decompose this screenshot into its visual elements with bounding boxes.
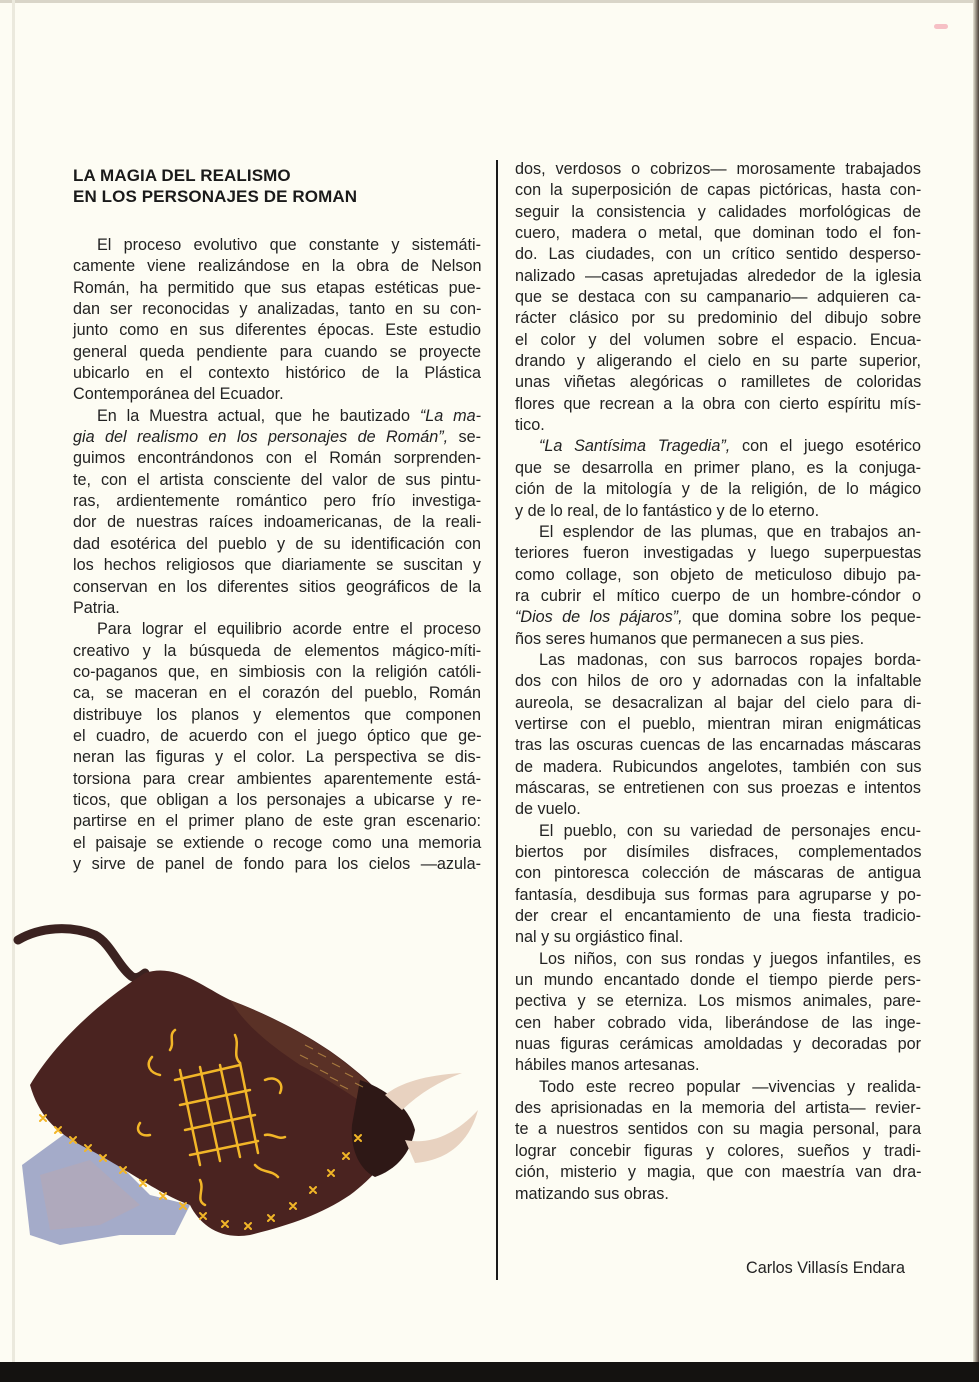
body-text: ca, se maceran en el corazón del pueblo, Román <box>73 684 481 703</box>
body-text: seguir la consistencia y calidades morfológicas de <box>515 202 922 221</box>
text-line <box>73 555 481 576</box>
body-text: se- <box>448 428 481 447</box>
text-line <box>515 458 921 479</box>
text-line <box>515 330 921 351</box>
body-text: junto como en sus diferentes épocas. Este estudio <box>73 321 481 340</box>
text-line <box>515 693 921 714</box>
body-text: de vuelo. <box>515 800 581 819</box>
text-line <box>73 705 481 726</box>
text-line <box>515 1013 921 1034</box>
text-line <box>515 287 921 308</box>
body-text: drando y aligerando el cielo en su parte superior, <box>515 352 922 371</box>
text-line <box>515 394 921 415</box>
body-text: Contemporánea del Ecuador. <box>73 385 284 404</box>
body-text: neran las figuras y el color. La perspectiva se dis- <box>73 748 481 767</box>
body-text: nalizado —casas apretujadas alrededor de la iglesia <box>515 266 922 285</box>
body-text: los hechos religiosos que diariamente se suscitan y <box>73 556 481 575</box>
body-text: guimos encontrándonos con el Román sorprenden- <box>73 449 481 468</box>
text-line <box>515 244 921 265</box>
text-line <box>515 906 921 927</box>
text-line <box>73 683 481 704</box>
text-line <box>73 662 481 683</box>
text-line <box>73 342 481 363</box>
body-text: que se desarrolla en primer plano, es la conjuga- <box>515 458 921 477</box>
body-text: teriores fueron investigadas y luego superpuestas <box>515 544 922 563</box>
body-text: cuero, madera o metal, que dominan todo el fon- <box>515 224 922 243</box>
text-line <box>73 534 481 555</box>
text-line <box>515 671 921 692</box>
text-line <box>73 811 481 832</box>
text-line <box>73 769 481 790</box>
body-text: te a nuestros sentidos con su magia personal, para <box>515 1120 922 1139</box>
body-text: conservan en los diferentes sitios geográficos de la <box>73 577 482 596</box>
text-line <box>515 629 921 650</box>
text-line <box>515 821 921 842</box>
author-signature: Carlos Villasís Endara <box>746 1259 905 1277</box>
body-text: biertos por disímiles disfraces, complementados <box>515 843 922 861</box>
body-text: hábiles manos artesanas. <box>515 1056 700 1075</box>
body-text: un mundo encantado donde el tiempo pierde pers- <box>515 971 921 990</box>
text-line <box>515 565 921 586</box>
text-line <box>515 479 921 500</box>
text-line <box>515 1055 921 1076</box>
text-line <box>515 159 921 180</box>
body-text: ras, ardientemente romántico pero frío investiga- <box>73 492 482 511</box>
body-text: Las madonas, con sus barrocos ropajes borda- <box>539 650 921 669</box>
text-line <box>73 470 481 491</box>
body-text: Los niños, con sus rondas y juegos infantiles, es <box>539 949 921 968</box>
body-text: como collage, son objeto de meticuloso dibujo pa- <box>515 565 922 584</box>
body-text: lograr concebir figuras y colores, sueños y tradi- <box>515 1141 921 1160</box>
text-line <box>73 833 481 854</box>
text-line <box>73 619 481 640</box>
body-text: Patria. <box>73 598 120 617</box>
text-line <box>73 577 481 598</box>
text-line <box>73 641 481 662</box>
text-line <box>515 266 921 287</box>
text-line <box>73 512 481 533</box>
text-line <box>73 256 481 277</box>
right-column <box>515 159 921 1205</box>
text-line <box>73 747 481 768</box>
text-line <box>515 501 921 522</box>
body-text: co-paganos que, en simbiosis con la religión católi- <box>73 662 482 681</box>
text-line <box>515 1098 921 1119</box>
body-text: con la superposición de capas pictóricas, hasta con- <box>515 181 922 200</box>
bull-horn-upper <box>385 1073 462 1110</box>
text-line <box>515 202 921 223</box>
body-text: dad esotérica del pueblo y de su identificación con <box>73 534 481 553</box>
text-line <box>515 543 921 564</box>
body-text: der crear el encantamiento de una fiesta tradicio- <box>515 907 921 926</box>
body-text: Todo este recreo popular —vivencias y realida- <box>539 1077 921 1096</box>
body-text: de madera. Rubicundos angelotes, también con sus <box>515 757 922 776</box>
left-column <box>73 235 481 875</box>
body-text: nal y su orgiástico final. <box>515 928 684 947</box>
body-text: dos con hilos de oro y adornadas con la infaltable <box>515 672 922 691</box>
text-line <box>73 790 481 811</box>
text-line <box>515 991 921 1012</box>
article-title <box>73 165 357 207</box>
text-line <box>73 278 481 299</box>
body-text: ción de la mitología y de la religión, de lo mágico <box>515 480 922 499</box>
text-line <box>515 436 921 457</box>
text-line <box>73 598 481 619</box>
text-line <box>515 757 921 778</box>
italic-title-text: gia del realismo en los personajes de Román”, <box>73 428 449 447</box>
text-line <box>515 863 921 884</box>
column-divider <box>496 160 498 1280</box>
body-text: Román, ha permitido que sus etapas estéticas pue- <box>73 278 481 297</box>
text-line <box>73 854 481 875</box>
text-line <box>73 320 481 341</box>
text-line <box>515 372 921 393</box>
body-text: aureola, se desacralizan al bajar del cielo para di- <box>515 693 922 712</box>
text-line <box>515 607 921 628</box>
bull-illustration <box>0 905 490 1250</box>
text-line <box>515 650 921 671</box>
body-text: En la Muestra actual, que he bautizado <box>97 406 420 425</box>
body-text: El esplendor de las plumas, que en trabajos an- <box>539 522 921 541</box>
body-text: do. Las ciudades, con un crítico sentido desperso- <box>515 245 921 264</box>
text-line <box>515 586 921 607</box>
body-text: cen haber cobrado vida, liberándose de las inge- <box>515 1013 922 1032</box>
text-line <box>515 1141 921 1162</box>
text-line <box>515 1119 921 1140</box>
body-text: unas viñetas alegóricas o ramilletes de coloridas <box>515 373 922 392</box>
text-line <box>73 384 481 405</box>
body-text: general queda pendiente para cuando se proyecte <box>73 342 481 361</box>
text-line <box>515 1034 921 1055</box>
body-text: dan ser reconocidas y analizadas, tanto en su con- <box>73 300 482 319</box>
text-line <box>515 308 921 329</box>
text-line <box>515 522 921 543</box>
text-line <box>515 778 921 799</box>
text-line <box>515 799 921 820</box>
text-line <box>73 427 481 448</box>
body-text: pectiva y se eterniza. Los mismos animales, pare- <box>515 992 921 1011</box>
body-text: creativo y la búsqueda de elementos mágico-míti- <box>73 641 482 660</box>
body-text: ticos, que obligan a los personajes a ubicarse y re- <box>73 790 482 809</box>
body-text: ños seres humanos que permanecen a sus pies. <box>515 629 865 648</box>
body-text: matizando sus obras. <box>515 1184 669 1203</box>
text-line <box>515 970 921 991</box>
text-line <box>73 363 481 384</box>
body-text: máscaras, se entretienen con sus proezas e intentos <box>515 778 921 797</box>
text-line <box>73 299 481 320</box>
body-text: fantasía, desdibuja sus formas para agruparse y po- <box>515 885 922 904</box>
body-text: el paisaje se extiende o recoge como una memoria <box>73 833 482 852</box>
body-text: des aprisionadas en la memoria del artista— revier- <box>515 1099 921 1118</box>
body-text: distribuye los planos y elementos que componen <box>73 705 482 724</box>
text-line <box>515 223 921 244</box>
body-text: torsiona para crear ambientes aparentemente está- <box>73 769 481 788</box>
page-right-edge <box>973 0 979 1362</box>
body-text: dos, verdosos o cobrizos— morosamente trabajados <box>515 160 921 178</box>
text-line <box>515 885 921 906</box>
italic-title-text: “La Santísima Tragedia”, <box>539 437 731 456</box>
body-text: te, con el artista consciente del valor de sus pintu- <box>73 470 482 489</box>
body-text: con pintoresca colección de máscaras de antigua <box>515 864 921 883</box>
bull-horn-lower <box>405 1110 478 1163</box>
body-text: el color y del volumen sobre el espacio. Encua- <box>515 330 922 349</box>
body-text: que se destaca con su campanario— adquieren ca- <box>515 288 921 307</box>
text-line <box>73 235 481 256</box>
bull-tail <box>18 929 145 978</box>
text-line <box>73 491 481 512</box>
title-line-1: LA MAGIA DEL REALISMO <box>73 166 291 185</box>
body-text: ra cubrir el mítico cuerpo de un hombre-cóndor o <box>515 586 921 605</box>
body-text: flores que recrean a la obra con cierto espíritu mís- <box>515 394 922 413</box>
text-line <box>515 927 921 948</box>
paper-stain <box>934 24 948 29</box>
body-text: ción, misterio y magia, que con maestría van dra- <box>515 1163 922 1182</box>
title-line-2: EN LOS PERSONAJES DE ROMAN <box>73 187 358 206</box>
scan-top-edge <box>0 0 979 3</box>
body-text: vertirse con el pueblo, mientran miran enigmáticas <box>515 714 921 733</box>
body-text: que domina sobre los peque- <box>682 608 922 627</box>
body-text: tico. <box>515 416 545 435</box>
text-line <box>515 1077 921 1098</box>
scan-bottom-edge <box>0 1362 979 1382</box>
text-line <box>515 949 921 970</box>
body-text: camente viene realizándose en la obra de Nelson <box>73 257 482 276</box>
body-text: rácter clásico por su predominio del dibujo sobre <box>515 309 922 328</box>
body-text: Para lograr el equilibrio acorde entre el proceso <box>97 620 481 639</box>
italic-title-text: “Dios de los pájaros”, <box>515 608 683 627</box>
body-text: ubicarlo en el contexto histórico de la Plástica <box>73 364 481 383</box>
text-line <box>515 180 921 201</box>
body-text: con el juego esotérico <box>730 437 921 456</box>
text-line <box>515 842 921 863</box>
body-text: nuas figuras cerámicas amoldadas y decoradas por <box>515 1035 921 1054</box>
body-text: partirse en el primer plano de este gran escenario: <box>73 812 481 831</box>
text-line <box>515 714 921 735</box>
text-line <box>515 1162 921 1183</box>
text-line <box>515 1184 921 1205</box>
text-line <box>73 448 481 469</box>
text-line <box>515 351 921 372</box>
body-text: y sirve de panel de fondo para los cielos —azula- <box>73 854 481 873</box>
text-line <box>515 415 921 436</box>
italic-title-text: “La ma- <box>419 406 481 425</box>
body-text: El pueblo, con su variedad de personajes encu- <box>539 821 921 840</box>
text-line <box>73 406 481 427</box>
body-text: dor de nuestras raíces indoamericanas, de la reali- <box>73 513 482 532</box>
body-text: el cuadro, de acuerdo con el juego óptico que ge- <box>73 726 482 745</box>
text-line <box>73 726 481 747</box>
body-text: El proceso evolutivo que constante y sistemáti- <box>97 236 481 254</box>
text-line <box>515 735 921 756</box>
body-text: y de lo real, de lo fantástico y de lo eterno. <box>515 501 820 520</box>
body-text: tras las oscuras cuencas de las encarnadas máscaras <box>515 736 921 755</box>
